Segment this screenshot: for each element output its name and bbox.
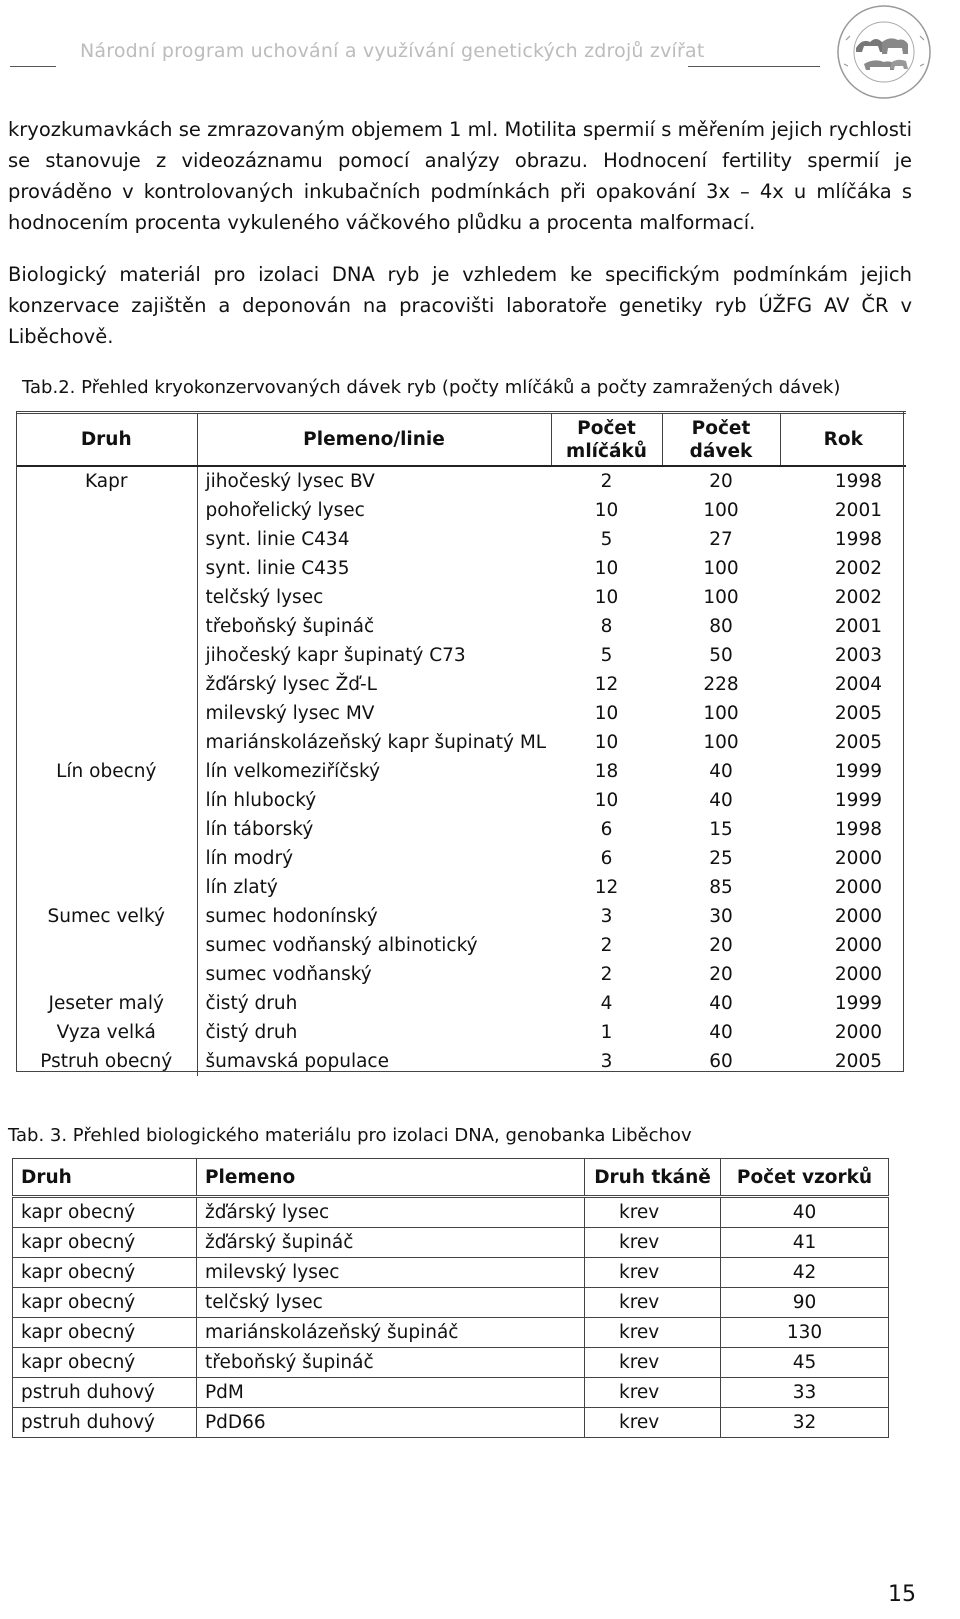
- t2-header-pocet-davek-line1: Počet: [691, 417, 751, 439]
- cell-davek: 27: [709, 529, 733, 550]
- cell-druh: kapr obecný: [13, 1258, 197, 1288]
- cell-plemeno: sumec hodonínský: [205, 906, 378, 927]
- cell-pocet: 42: [721, 1258, 889, 1288]
- cell-pocet: 130: [721, 1318, 889, 1348]
- t3-header-pocet-vzorku: Počet vzorků: [721, 1159, 889, 1197]
- table-row: [13, 1318, 889, 1348]
- cell-rok: 2003: [834, 645, 882, 666]
- cell-druh: [16, 641, 197, 670]
- cell-druh: kapr obecný: [13, 1288, 197, 1318]
- cell-mlicaku: 10: [594, 587, 619, 608]
- cell-mlicaku: 1: [600, 1022, 613, 1043]
- cell-mlicaku: 18: [594, 761, 619, 782]
- cell-druh: [16, 554, 197, 583]
- table-row: [16, 699, 906, 728]
- cell-plemeno: milevský lysec: [197, 1258, 585, 1288]
- cell-davek: 30: [709, 906, 733, 927]
- cell-davek: 100: [703, 587, 739, 608]
- page-number: 15: [888, 1582, 916, 1607]
- cell-rok: 2000: [834, 935, 882, 956]
- cell-pocet: 40: [721, 1197, 889, 1228]
- cell-druh: kapr obecný: [13, 1197, 197, 1228]
- table-row: [16, 612, 906, 641]
- cell-rok: 2005: [834, 732, 882, 753]
- cell-druh: [16, 728, 197, 757]
- table-row: [13, 1378, 889, 1408]
- table-row: [16, 960, 906, 989]
- cell-druh: kapr obecný: [13, 1348, 197, 1378]
- cell-plemeno: PdD66: [197, 1408, 585, 1438]
- cell-plemeno: lín táborský: [205, 819, 314, 840]
- cell-davek: 100: [703, 558, 739, 579]
- header-title: Národní program uchování a využívání genetických zdrojů zvířat: [80, 40, 705, 62]
- cell-plemeno: lín modrý: [205, 848, 294, 869]
- cell-davek: 15: [709, 819, 733, 840]
- cell-plemeno: PdM: [197, 1378, 585, 1408]
- cell-mlicaku: 10: [594, 790, 619, 811]
- t2-header-druh: Druh: [16, 413, 197, 467]
- table-row: [13, 1197, 889, 1228]
- table-row: [16, 786, 906, 815]
- cell-plemeno: lín velkomeziříčský: [205, 761, 381, 782]
- cell-rok: 2004: [834, 674, 882, 695]
- cell-druh: [16, 583, 197, 612]
- table3-caption: Tab. 3. Přehled biologického materiálu pro izolaci DNA, genobanka Liběchov: [8, 1125, 692, 1146]
- cell-druh: Vyza velká: [16, 1018, 197, 1047]
- cell-davek: 100: [703, 500, 739, 521]
- cell-mlicaku: 2: [600, 471, 613, 492]
- cell-mlicaku: 3: [600, 906, 613, 927]
- cell-plemeno: pohořelický lysec: [205, 500, 365, 521]
- table-row: [16, 641, 906, 670]
- table3-dna-material: [12, 1158, 889, 1438]
- header-rule-left: [10, 66, 56, 67]
- t2-header-plemeno: Plemeno/linie: [197, 413, 551, 467]
- cell-rok: 2000: [834, 906, 882, 927]
- table-row: [16, 844, 906, 873]
- cell-druh: [16, 786, 197, 815]
- cell-mlicaku: 5: [600, 529, 613, 550]
- t3-header-druh-tkane: Druh tkáně: [585, 1159, 721, 1197]
- cell-plemeno: žďárský lysec: [197, 1197, 585, 1228]
- cell-plemeno: lín hlubocký: [205, 790, 317, 811]
- table-row: [16, 1047, 906, 1076]
- cell-tkan: krev: [585, 1197, 721, 1228]
- table-row: [16, 989, 906, 1018]
- table-row: [16, 931, 906, 960]
- cell-druh: kapr obecný: [13, 1318, 197, 1348]
- cell-davek: 60: [709, 1051, 733, 1072]
- table-row: [16, 873, 906, 902]
- table-row: [13, 1258, 889, 1288]
- page-header: [0, 0, 960, 100]
- cell-mlicaku: 4: [600, 993, 613, 1014]
- cell-pocet: 90: [721, 1288, 889, 1318]
- cell-mlicaku: 2: [600, 935, 613, 956]
- cell-mlicaku: 10: [594, 500, 619, 521]
- t3-header-plemeno: Plemeno: [197, 1159, 585, 1197]
- table-row: [16, 728, 906, 757]
- cell-plemeno: žďárský lysec Žď-L: [205, 674, 377, 695]
- cell-druh: Lín obecný: [16, 757, 197, 786]
- cell-plemeno: třeboňský šupináč: [205, 616, 375, 637]
- cell-plemeno: čistý druh: [205, 1022, 298, 1043]
- cell-pocet: 32: [721, 1408, 889, 1438]
- t3-header-druh: Druh: [13, 1159, 197, 1197]
- cell-davek: 100: [703, 703, 739, 724]
- cell-davek: 80: [709, 616, 733, 637]
- table-row: [16, 670, 906, 699]
- cell-davek: 40: [709, 1022, 733, 1043]
- cell-mlicaku: 12: [594, 674, 619, 695]
- cell-davek: 25: [709, 848, 733, 869]
- cell-plemeno: sumec vodňanský albinotický: [205, 935, 478, 956]
- cell-mlicaku: 12: [594, 877, 619, 898]
- table-row: [16, 1018, 906, 1047]
- table-row: [16, 466, 906, 496]
- cell-plemeno: telčský lysec: [197, 1288, 585, 1318]
- cell-mlicaku: 6: [600, 848, 613, 869]
- cell-druh: [16, 931, 197, 960]
- paragraph-sperm-evaluation: kryozkumavkách se zmrazovaným objemem 1 ml. Motilita spermií s měřením jejich rychlosti se stanovuje z videozáznamu pomocí analýzy obrazu. Hodnocení fertility spermií je prováděno v kontrolovaných inkubačních podmínkách při opakování 3x – 4x u mlíčáka s hodnocením procenta vykuleného váčkového plůdku a procenta malformací.: [8, 118, 912, 234]
- cell-mlicaku: 3: [600, 1051, 613, 1072]
- cell-plemeno: šumavská populace: [205, 1051, 389, 1072]
- cell-plemeno: žďárský šupináč: [197, 1228, 585, 1258]
- cell-plemeno: sumec vodňanský: [205, 964, 372, 985]
- cell-davek: 20: [709, 935, 733, 956]
- cell-tkan: krev: [585, 1258, 721, 1288]
- table-row: [13, 1408, 889, 1438]
- cell-tkan: krev: [585, 1348, 721, 1378]
- cell-plemeno: mariánskolázeňský šupináč: [197, 1318, 585, 1348]
- table-row: [16, 815, 906, 844]
- cell-rok: 1998: [834, 819, 882, 840]
- cell-pocet: 33: [721, 1378, 889, 1408]
- cell-mlicaku: 5: [600, 645, 613, 666]
- table-row: [16, 554, 906, 583]
- cell-rok: 2005: [834, 703, 882, 724]
- table-row: [16, 583, 906, 612]
- cell-rok: 1998: [834, 471, 882, 492]
- header-rule-right: [688, 66, 820, 67]
- t2-header-pocet-mlicaku-line1: Počet: [577, 417, 636, 439]
- cell-mlicaku: 10: [594, 732, 619, 753]
- table-row: [13, 1288, 889, 1318]
- cell-mlicaku: 6: [600, 819, 613, 840]
- cell-plemeno: milevský lysec MV: [205, 703, 375, 724]
- t2-header-pocet-davek-line2: dávek: [689, 440, 753, 462]
- cell-davek: 85: [709, 877, 733, 898]
- cell-plemeno: třeboňský šupináč: [197, 1348, 585, 1378]
- cell-tkan: krev: [585, 1318, 721, 1348]
- cell-rok: 1999: [834, 993, 882, 1014]
- cell-davek: 40: [709, 761, 733, 782]
- cell-rok: 2000: [834, 848, 882, 869]
- cell-davek: 100: [703, 732, 739, 753]
- cell-plemeno: mariánskolázeňský kapr šupinatý ML: [205, 732, 547, 753]
- cell-druh: [16, 960, 197, 989]
- cell-tkan: krev: [585, 1228, 721, 1258]
- cell-rok: 2001: [834, 500, 882, 521]
- t2-header-rok: Rok: [780, 413, 906, 467]
- cell-tkan: krev: [585, 1408, 721, 1438]
- cell-plemeno: telčský lysec: [205, 587, 324, 608]
- cell-plemeno: čistý druh: [205, 993, 298, 1014]
- cell-plemeno: lín zlatý: [205, 877, 278, 898]
- cell-rok: 1998: [834, 529, 882, 550]
- cell-druh: [16, 670, 197, 699]
- institution-logo-icon: [824, 2, 944, 102]
- cell-rok: 2002: [834, 587, 882, 608]
- cell-rok: 2001: [834, 616, 882, 637]
- t2-header-pocet-mlicaku-line2: mlíčáků: [566, 440, 647, 462]
- cell-plemeno: jihočeský kapr šupinatý C73: [205, 645, 466, 666]
- cell-davek: 20: [709, 964, 733, 985]
- cell-davek: 20: [709, 471, 733, 492]
- cell-tkan: krev: [585, 1288, 721, 1318]
- table-row: [16, 496, 906, 525]
- cell-druh: pstruh duhový: [13, 1378, 197, 1408]
- cell-druh: [16, 873, 197, 902]
- table-row: [16, 525, 906, 554]
- cell-druh: [16, 699, 197, 728]
- cell-davek: 50: [709, 645, 733, 666]
- cell-pocet: 45: [721, 1348, 889, 1378]
- t2-header-pocet-mlicaku: [551, 413, 662, 467]
- cell-druh: Jeseter malý: [16, 989, 197, 1018]
- cell-pocet: 41: [721, 1228, 889, 1258]
- cell-rok: 1999: [834, 790, 882, 811]
- cell-druh: [16, 844, 197, 873]
- cell-druh: [16, 525, 197, 554]
- cell-druh: pstruh duhový: [13, 1408, 197, 1438]
- cell-davek: 228: [703, 674, 739, 695]
- cell-rok: 2005: [834, 1051, 882, 1072]
- cell-davek: 40: [709, 790, 733, 811]
- table-row: [13, 1348, 889, 1378]
- cell-mlicaku: 10: [594, 703, 619, 724]
- cell-rok: 1999: [834, 761, 882, 782]
- table-row: [13, 1228, 889, 1258]
- cell-druh: Sumec velký: [16, 902, 197, 931]
- cell-rok: 2000: [834, 964, 882, 985]
- cell-druh: kapr obecný: [13, 1228, 197, 1258]
- table2-caption: Tab.2. Přehled kryokonzervovaných dávek ryb (počty mlíčáků a počty zamražených dávek): [22, 377, 841, 398]
- table2-cryo-doses: [16, 411, 906, 1081]
- cell-plemeno: jihočeský lysec BV: [205, 471, 375, 492]
- cell-tkan: krev: [585, 1378, 721, 1408]
- t2-header-pocet-davek: [662, 413, 780, 467]
- cell-plemeno: synt. linie C435: [205, 558, 350, 579]
- cell-davek: 40: [709, 993, 733, 1014]
- cell-druh: [16, 612, 197, 641]
- cell-mlicaku: 2: [600, 964, 613, 985]
- cell-druh: Kapr: [16, 466, 197, 496]
- paragraph-dna-material: Biologický materiál pro izolaci DNA ryb je vzhledem ke specifickým podmínkám jejich konzervace zajištěn a deponován na pracovišti laboratoře genetiky ryb ÚŽFG AV ČR v Liběchově.: [8, 263, 912, 348]
- cell-mlicaku: 10: [594, 558, 619, 579]
- cell-mlicaku: 8: [600, 616, 613, 637]
- cell-rok: 2000: [834, 877, 882, 898]
- cell-plemeno: synt. linie C434: [205, 529, 350, 550]
- table-row: [16, 902, 906, 931]
- cell-rok: 2002: [834, 558, 882, 579]
- cell-rok: 2000: [834, 1022, 882, 1043]
- cell-druh: Pstruh obecný: [16, 1047, 197, 1076]
- cell-druh: [16, 815, 197, 844]
- cell-druh: [16, 496, 197, 525]
- table-row: [16, 757, 906, 786]
